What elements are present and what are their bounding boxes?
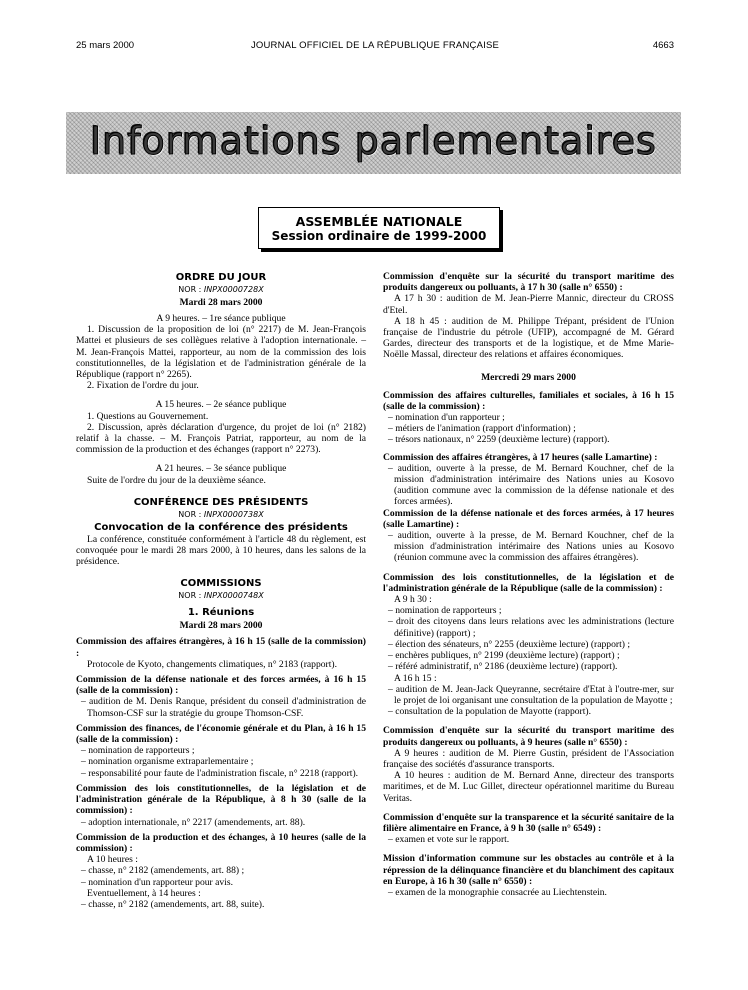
nor-reference: NOR : INPX0000748X bbox=[178, 591, 264, 601]
commission-item: – adoption internationale, n° 2217 (amendements, art. 88). bbox=[81, 816, 306, 828]
commission-item: Protocole de Kyoto, changements climatiques, n° 2183 (rapport). bbox=[87, 658, 338, 670]
reunions-subheading: 1. Réunions bbox=[187, 607, 255, 619]
commission-item: – nomination organisme extraparlementaire ; bbox=[81, 756, 254, 768]
banner-title: Informations parlementaires bbox=[90, 119, 657, 163]
commission-item: – nomination d'un rapporteur pour avis. bbox=[81, 876, 234, 888]
commission-item: – trésors nationaux, n° 2259 (deuxième lecture) (rapport). bbox=[388, 434, 610, 446]
commission-item: A 9 heures : audition de M. Pierre Gustin, président de l'Association française des sociétés d'assurance transports. bbox=[383, 747, 674, 770]
nor-reference: NOR : INPX0000738X bbox=[178, 509, 264, 519]
commission-item: – droit des citoyens dans leurs relations avec les administrations (lecture définitive) (rapport) ; bbox=[388, 616, 674, 639]
commission-title: Mission d'information commune sur les obstacles au contrôle et à la répression de la délinquance financière et du blanchiment des capitaux en Europe, à 16 h 30 (salle n° 6550) : bbox=[383, 853, 674, 887]
conference-subheading: Convocation de la conférence des présidents bbox=[94, 521, 348, 533]
assembly-title: ASSEMBLÉE NATIONALE bbox=[295, 214, 463, 229]
ordre-du-jour-heading: ORDRE DU JOUR bbox=[175, 272, 267, 283]
sitting-time: A 15 heures. – 2e séance publique bbox=[155, 399, 287, 411]
meeting-date: Mardi 28 mars 2000 bbox=[179, 620, 263, 632]
sitting-time: A 9 heures. – 1re séance publique bbox=[156, 313, 286, 324]
commission-item: A 18 h 45 : audition de M. Philippe Trépant, président de l'Union française de l'industrie du pétrole (UFIP), accompagné de M. Gérard Gardes, directeur des transports et de la logistique, et de Mme Marie-Noëlle Massal, directeur des relations et affaires économiques. bbox=[383, 315, 674, 361]
agenda-item: 2. Discussion, après déclaration d'urgence, du projet de loi (n° 2182) relatif à la chasse. – M. François Patriat, rapporteur, au nom de la commission de la production et des échanges (rapport n° 2273). bbox=[76, 421, 366, 456]
commission-item: – examen de la monographie consacrée au Liechtenstein. bbox=[388, 886, 607, 898]
header-page-number: 4663 bbox=[652, 40, 674, 51]
commission-item: – audition de M. Denis Ranque, président du conseil d'administration de Thomson-CSF sur la stratégie du groupe Thomson-CSF. bbox=[81, 696, 366, 719]
agenda-item: 2. Fixation de l'ordre du jour. bbox=[87, 380, 199, 392]
commission-item: – référé administratif, n° 2186 (deuxième lecture) (rapport). bbox=[388, 661, 618, 673]
commission-item: – audition de M. Jean-Jack Queyranne, secrétaire d'Etat à l'outre-mer, sur le projet de loi organisant une consultation de la population de Mayotte ; bbox=[388, 683, 674, 706]
conference-heading: CONFÉRENCE DES PRÉSIDENTS bbox=[133, 496, 309, 508]
commission-item: – consultation de la population de Mayotte (rapport). bbox=[388, 706, 592, 718]
commission-item: – audition, ouverte à la presse, de M. Bernard Kouchner, chef de la mission d'administration intérimaire des Nations unies au Kosovo (réunion commune avec la commission des affaires étrangères). bbox=[388, 530, 674, 564]
commission-title: Commission d'enquête sur la transparence et la sécurité sanitaire de la filière alimentaire en France, à 9 h 30 (salle n° 6549) : bbox=[383, 811, 674, 834]
commission-title: Commission d'enquête sur la sécurité du transport maritime des produits dangereux ou polluants, à 17 h 30 (salle n° 6550) : bbox=[383, 271, 674, 294]
section-banner bbox=[66, 112, 681, 174]
commission-item: – élection des sénateurs, n° 2255 (deuxième lecture) (rapport) ; bbox=[388, 638, 630, 650]
left-column bbox=[76, 271, 366, 910]
header-journal-title: JOURNAL OFFICIEL DE LA RÉPUBLIQUE FRANÇAISE bbox=[250, 40, 500, 51]
session-subtitle: Session ordinaire de 1999-2000 bbox=[271, 229, 487, 243]
sitting-time: A 21 heures. – 3e séance publique bbox=[155, 463, 287, 475]
commissions-heading: COMMISSIONS bbox=[180, 578, 262, 590]
commission-item: – nomination de rapporteurs ; bbox=[81, 745, 195, 757]
commission-item: – nomination de rapporteurs ; bbox=[388, 605, 502, 617]
commission-item: – nomination d'un rapporteur ; bbox=[388, 412, 505, 424]
commission-item: A 10 heures : audition de M. Bernard Anne, directeur des transports maritimes, et de M. Luc Gillet, directeur opérationnel maritime du Bureau Veritas. bbox=[383, 770, 674, 804]
commission-title: Commission des affaires culturelles, familiales et sociales, à 16 h 15 (salle de la commission) : bbox=[383, 389, 674, 412]
header-date: 25 mars 2000 bbox=[76, 40, 135, 51]
commission-title: Commission de la production et des échanges, à 10 heures (salle de la commission) : bbox=[76, 831, 366, 854]
commission-item: A 17 h 30 : audition de M. Jean-Pierre Mannic, directeur du CROSS d'Etel. bbox=[383, 293, 674, 316]
meeting-time: A 10 heures : bbox=[87, 854, 138, 866]
commission-item: – chasse, n° 2182 (amendements, art. 88) ; bbox=[81, 865, 245, 877]
right-column bbox=[383, 271, 674, 898]
meeting-date: Mercredi 29 mars 2000 bbox=[481, 371, 576, 383]
meeting-time: A 9 h 30 : bbox=[394, 594, 432, 606]
commission-title: Commission des finances, de l'économie générale et du Plan, à 16 h 15 (salle de la commission) : bbox=[76, 722, 366, 746]
commission-item: – examen et vote sur le rapport. bbox=[388, 834, 510, 846]
agenda-item: 1. Questions au Gouvernement. bbox=[87, 410, 209, 422]
commission-title: Commission d'enquête sur la sécurité du transport maritime des produits dangereux ou polluants, à 9 heures (salle n° 6550) : bbox=[383, 725, 674, 748]
commission-title: Commission de la défense nationale et des forces armées, à 16 h 15 (salle de la commission) : bbox=[76, 674, 366, 697]
sitting-date: Mardi 28 mars 2000 bbox=[179, 297, 263, 308]
commission-item: – métiers de l'animation (rapport d'information) ; bbox=[388, 423, 576, 435]
commission-title: Commission des affaires étrangères, à 16 h 15 (salle de la commission) : bbox=[76, 636, 366, 659]
agenda-item: 1. Discussion de la proposition de loi (n° 2217) de M. Jean-François Mattei et plusieurs de ses collègues relative à l'adoption internationale. – M. Jean-François Mattei, rapporteur, au nom de la commission des lois constitutionnelles, de la législation et de l'administration générale de la République (rapport n° 2265). bbox=[76, 324, 366, 381]
page-header bbox=[76, 40, 674, 54]
commission-item: – chasse, n° 2182 (amendements, art. 88, suite). bbox=[81, 898, 265, 910]
agenda-item: Suite de l'ordre du jour de la deuxième séance. bbox=[87, 474, 266, 486]
commission-title: Commission des lois constitutionnelles, de la législation et de l'administration générale de la République, à 8 h 30 (salle de la commission) : bbox=[76, 782, 366, 817]
meeting-time: A 16 h 15 : bbox=[394, 672, 437, 684]
assembly-session-box bbox=[258, 207, 500, 249]
nor-reference: NOR : INPX0000728X bbox=[178, 285, 264, 294]
commission-title: Commission des affaires étrangères, à 17 heures (salle Lamartine) : bbox=[383, 451, 658, 463]
commission-title: Commission des lois constitutionnelles, de la législation et de l'administration générale de la République (salle de la commission) : bbox=[383, 571, 674, 594]
commission-item: – audition, ouverte à la presse, de M. Bernard Kouchner, chef de la mission d'administration intérimaire des Nations unies au Kosovo (audition commune avec la commission de la défense nationale et des forces armées). bbox=[388, 462, 674, 508]
commission-item: – enchères publiques, n° 2199 (deuxième lecture) (rapport) ; bbox=[388, 650, 620, 662]
commission-item: – responsabilité pour faute de l'administration fiscale, n° 2218 (rapport). bbox=[81, 767, 359, 779]
meeting-time: Eventuellement, à 14 heures : bbox=[87, 887, 201, 899]
conference-text: La conférence, constituée conformément à l'article 48 du règlement, est convoquée pour le mardi 28 mars 2000, à 10 heures, dans les salons de la présidence. bbox=[76, 533, 366, 568]
commission-title: Commission de la défense nationale et des forces armées, à 17 heures (salle Lamartine) : bbox=[383, 507, 674, 530]
